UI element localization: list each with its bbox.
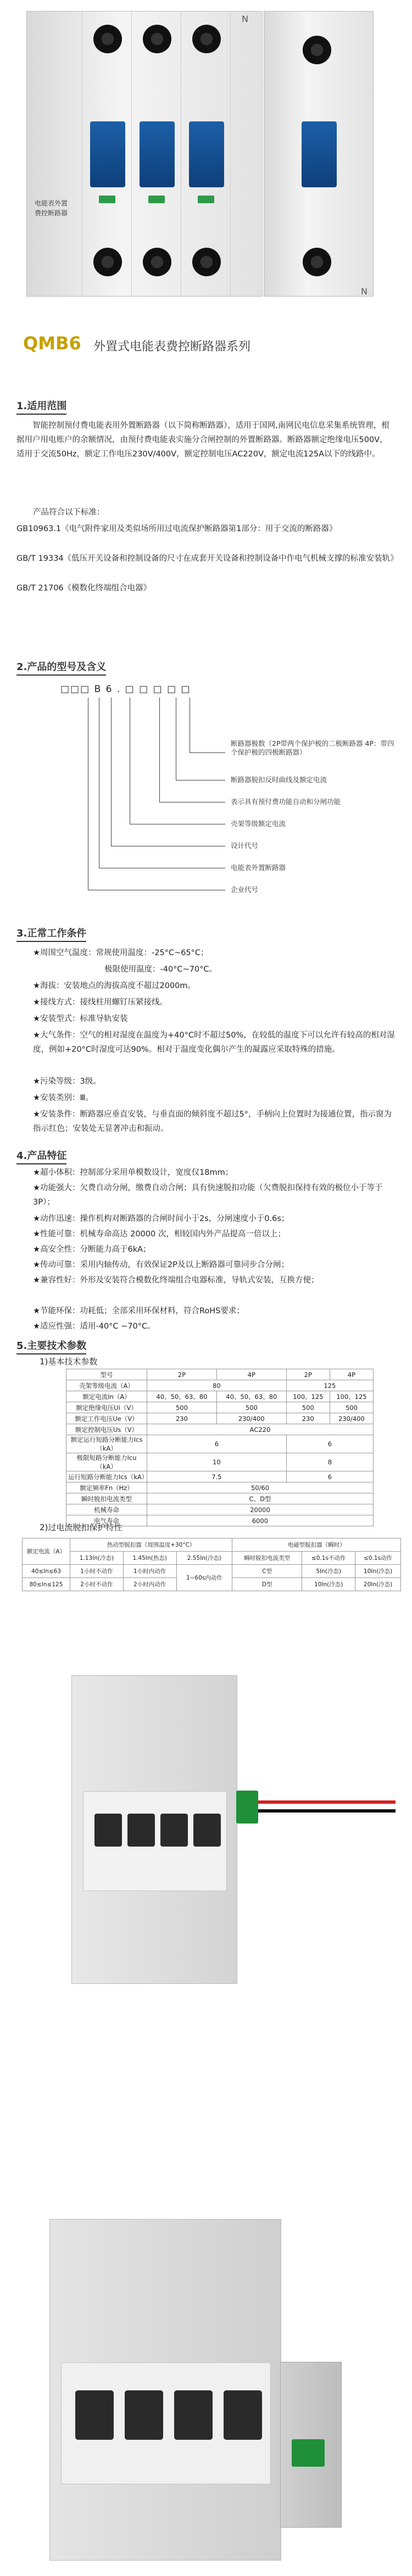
table-cell: 极限短路分断能力Icu（kA） <box>66 1453 147 1471</box>
table-cell: 230/400 <box>330 1413 373 1424</box>
table-cell: 额定频率Fn（Hz） <box>66 1482 147 1493</box>
product-photo-angled <box>0 2197 412 2576</box>
breaker-body <box>26 11 263 297</box>
table-cell: 1小时内动作 <box>123 1565 176 1578</box>
terminal-screw-icon <box>93 25 122 53</box>
subsection-title: 1)基本技术参数 <box>40 1357 98 1367</box>
table-cell: 100、125 <box>330 1391 373 1402</box>
front-label: 电能表外置 <box>35 199 68 207</box>
model-code-meaning: 企业代号 <box>231 885 259 894</box>
table-cell: 2P <box>286 1369 330 1380</box>
table-cell: 500 <box>216 1402 286 1413</box>
table-cell: 1小时不动作 <box>70 1565 124 1578</box>
toggle-handle <box>140 121 175 187</box>
table-cell: 500 <box>147 1402 217 1413</box>
table-cell: C、D型 <box>147 1493 374 1504</box>
condition-line: ★接线方式：接线柱用螺钉压紧接线。 <box>33 998 168 1007</box>
condition-line: ★安装条件：断路器应垂直安装，与垂直面的倾斜度不超过5°，手柄向上位置时为接通位置，指示窗为指示红色；安装处无显著冲击和振动。 <box>33 1110 392 1133</box>
table-cell: 4P <box>216 1369 286 1380</box>
condition-line: ★海拔：安装地点的海拔高度不超过2000m。 <box>33 982 196 990</box>
terminal-slot-icon <box>75 2390 114 2440</box>
condition-line: ★安装类别：Ⅲ。 <box>33 1094 93 1102</box>
table-cell: 8 <box>286 1453 373 1471</box>
model-code-meaning: 表示具有预付费功能自动和分闸功能 <box>231 798 341 806</box>
terminal-slot-icon <box>174 2390 213 2440</box>
model-code-meaning: 断路器极数（2P带两个保护极的二极断路器 4P：带四个保护极的四极断路器） <box>231 739 394 756</box>
terminal-slot-icon <box>193 1814 221 1847</box>
feature-line: ★功能强大：欠费自动分闸，缴费自动合闸；具有快速脱扣功能（欠费脱扣保持有效的极位小于等于3P）； <box>33 1184 383 1207</box>
green-connector <box>236 1791 258 1824</box>
table-cell: 1~60s内动作 <box>176 1565 232 1591</box>
toggle-handle <box>90 121 125 187</box>
model-name: QMB6 <box>23 333 81 354</box>
product-photo-front <box>0 0 412 308</box>
section-title: 3.正常工作条件 <box>16 925 86 940</box>
table-cell: 运行短路分断能力Ics（kA） <box>66 1471 147 1482</box>
table-cell: 7.5 <box>147 1471 287 1482</box>
terminal-screw-icon <box>143 25 171 53</box>
model-code-meaning: 设计代号 <box>231 841 259 850</box>
terminal-screw-icon <box>143 248 171 276</box>
condition-line: ★大气条件：空气的相对湿度在温度为+40°C时不超过50%，在较低的温度下可以允许有较高的相对湿度，例如+20°C时湿度可达90%。相对于温度变化偶尔产生的凝露应采取特殊的措施。 <box>33 1031 395 1054</box>
table-cell: 6 <box>147 1435 287 1453</box>
table-cell: 瞬时脱扣电流类型 <box>66 1493 147 1504</box>
table-cell: 40、50、63、80 <box>147 1391 217 1402</box>
standard-item: GB/T 21706《模数化终端组合电器》 <box>16 584 152 593</box>
table-cell: 40、50、63、80 <box>216 1391 286 1402</box>
series-title: 外置式电能表费控断路器系列 <box>93 340 251 354</box>
terminal-slot-icon <box>160 1814 188 1847</box>
feature-line: ★节能环保：功耗低；全部采用环保材料，符合RoHS要求； <box>33 1307 244 1315</box>
table-cell: 2小时不动作 <box>70 1578 124 1591</box>
trip-characteristics-table <box>22 1538 401 1591</box>
terminal-screw-icon <box>303 248 331 276</box>
table-cell: 10In(冷态) <box>302 1578 355 1591</box>
table-cell: 热动型脱扣器（周围温度+30°C） <box>70 1538 232 1552</box>
table-cell: ≤0.1s不动作 <box>302 1552 355 1565</box>
model-code-meaning: 断路器脱扣反时曲线及额定电流 <box>231 776 327 784</box>
model-code-meaning: 电能表外置断路器 <box>231 863 286 872</box>
table-cell: AC220 <box>147 1424 374 1435</box>
table-cell: 20In(冷态) <box>355 1578 401 1591</box>
table-cell: 额定电流（A） <box>23 1538 70 1565</box>
model-code: □□□ B 6 . □ □ □ □ □ <box>60 684 191 695</box>
table-cell: 230 <box>147 1413 217 1424</box>
terminal-screw-icon <box>192 25 221 53</box>
indicator-window <box>99 196 115 203</box>
table-cell: 额定控制电压Us（V） <box>66 1424 147 1435</box>
table-cell: 100、125 <box>286 1391 330 1402</box>
black-wire <box>258 1809 396 1813</box>
table-cell: D型 <box>232 1578 302 1591</box>
control-module-side <box>280 2362 342 2528</box>
table-cell: 机械寿命 <box>66 1504 147 1515</box>
pole-3 <box>181 12 230 296</box>
table-cell: 80 <box>147 1380 287 1391</box>
table-cell: 1.13In(冷态) <box>70 1552 124 1565</box>
table-cell: 1.45In(热态) <box>123 1552 176 1565</box>
toggle-handle <box>302 121 337 187</box>
table-cell: 20000 <box>147 1504 374 1515</box>
table-cell: 40≤In≤63 <box>23 1565 70 1578</box>
indicator-window <box>148 196 165 203</box>
terminal-screw-icon <box>93 248 122 276</box>
table-cell: 50/60 <box>147 1482 374 1493</box>
table-cell: ≤0.1s动作 <box>355 1552 401 1565</box>
feature-line: ★传动可靠：采用内轴传动，有效保证2P及以上断路器可靠同步合分闸； <box>33 1261 289 1269</box>
breaker-side-body <box>71 1675 237 1984</box>
table-cell: 型号 <box>66 1369 147 1380</box>
terminal-block <box>61 2362 271 2484</box>
front-label: 费控断路器 <box>35 209 68 217</box>
product-title <box>0 330 412 363</box>
breaker-right-module <box>264 11 374 297</box>
table-cell: 2小时内动作 <box>123 1578 176 1591</box>
indicator-window <box>198 196 214 203</box>
terminal-screw-icon <box>303 36 331 64</box>
model-code-meaning: 壳架等级额定电流 <box>231 819 286 828</box>
section-title: 4.产品特征 <box>16 1148 66 1162</box>
pole-1 <box>82 12 131 296</box>
section-title: 5.主要技术参数 <box>16 1338 86 1352</box>
condition-line: ★周围空气温度：常规使用温度：-25°C~65°C； <box>33 949 209 957</box>
terminal-slot-icon <box>125 2390 163 2440</box>
table-cell: 额定运行短路分断能力Ics（kA） <box>66 1435 147 1453</box>
feature-line: ★兼容性好：外形及安装符合模数化终端组合电器标准，导轨式安装，互换方便； <box>33 1276 319 1285</box>
table-cell: 2P <box>147 1369 217 1380</box>
green-connector <box>292 2439 325 2467</box>
pole-2 <box>131 12 181 296</box>
table-cell: C型 <box>232 1565 302 1578</box>
toggle-handle <box>189 121 224 187</box>
standard-item: GB/T 19334《低压开关设备和控制设备的尺寸在成套开关设备和控制设备中作电气机械支撑的标准安装轨》 <box>16 554 398 563</box>
terminal-slot-icon <box>127 1814 155 1847</box>
feature-line: ★动作迅速：操作机构对断路器的合闸时间小于2s，分闸速度小于0.6s； <box>33 1214 289 1223</box>
table-cell: 瞬时脱扣电流类型 <box>232 1552 302 1565</box>
table-cell: 230 <box>286 1413 330 1424</box>
product-photo-side <box>0 1626 412 2010</box>
feature-line: ★适应性强：适用-40°C ~70°C。 <box>33 1322 155 1331</box>
table-cell: 电气寿命 <box>66 1515 147 1526</box>
control-module <box>32 12 82 296</box>
table-cell: 4P <box>330 1369 373 1380</box>
basic-params-table <box>66 1369 374 1526</box>
terminal-slot-icon <box>224 2390 262 2440</box>
table-cell: 额定电流In（A） <box>66 1391 147 1402</box>
feature-line: ★超小体积：控制部分采用单模数设计，宽度仅18mm； <box>33 1168 233 1177</box>
table-cell: 5In(冷态) <box>302 1565 355 1578</box>
table-cell: 额定工作电压Ue（V） <box>66 1413 147 1424</box>
table-cell: 壳架等级电流（A） <box>66 1380 147 1391</box>
terminal-screw-icon <box>192 248 221 276</box>
table-cell: 80≤In≤125 <box>23 1578 70 1591</box>
n-mark: N <box>242 14 248 24</box>
table-cell: 电磁型脱扣器（瞬时） <box>232 1538 401 1552</box>
breaker-angled-body <box>49 2219 281 2561</box>
table-cell: 10 <box>147 1453 287 1471</box>
condition-line: 极限使用温度：-40°C~70°C。 <box>104 965 218 974</box>
standards-intro: 产品符合以下标准： <box>33 508 105 517</box>
n-mark: N <box>361 286 368 297</box>
table-cell: 额定绝缘电压Ui（V） <box>66 1402 147 1413</box>
table-cell: 6000 <box>147 1515 374 1526</box>
table-cell: 6 <box>286 1435 373 1453</box>
table-cell: 500 <box>330 1402 373 1413</box>
feature-line: ★高安全性：分断能力高于6kA； <box>33 1245 151 1254</box>
red-wire <box>258 1800 396 1804</box>
standard-item: GB10963.1《电气附件家用及类似场所用过电流保护断路器第1部分：用于交流的断路器》 <box>16 525 337 533</box>
table-cell: 10In(冷态) <box>355 1565 401 1578</box>
pole-n <box>230 12 262 296</box>
table-cell: 2.55In(冷态) <box>176 1552 232 1565</box>
section-title: 1.适用范围 <box>16 398 66 412</box>
table-cell: 125 <box>286 1380 373 1391</box>
condition-line: ★污染等级：3级。 <box>33 1077 101 1086</box>
condition-line: ★安装型式：标准导轨安装 <box>33 1014 128 1023</box>
feature-line: ★性能可靠：机械寿命高达 20000 次，相较国内外产品提高一倍以上； <box>33 1230 286 1239</box>
terminal-slot-icon <box>94 1814 122 1847</box>
table-cell: 500 <box>286 1402 330 1413</box>
terminal-block <box>83 1791 227 1891</box>
section-title: 2.产品的型号及含义 <box>16 659 106 673</box>
scope-text: 智能控制预付费电能表用外置断路器（以下简称断路器），适用于国网,南网民电信息采集系统管理，根据用户用电账户的余额情况，由预付费电能表实施分合闸控制的外置断路器。断路器额定绝缘电压500V，适用于交流50Hz，额定工作电压230V/400V，额定控制电压AC220V，额定电流125A以下的线路中。 <box>16 421 389 459</box>
table-cell: 230/400 <box>216 1413 286 1424</box>
subsection-title: 2)过电流脱扣保护特性 <box>40 1523 123 1532</box>
table-cell: 6 <box>286 1471 373 1482</box>
